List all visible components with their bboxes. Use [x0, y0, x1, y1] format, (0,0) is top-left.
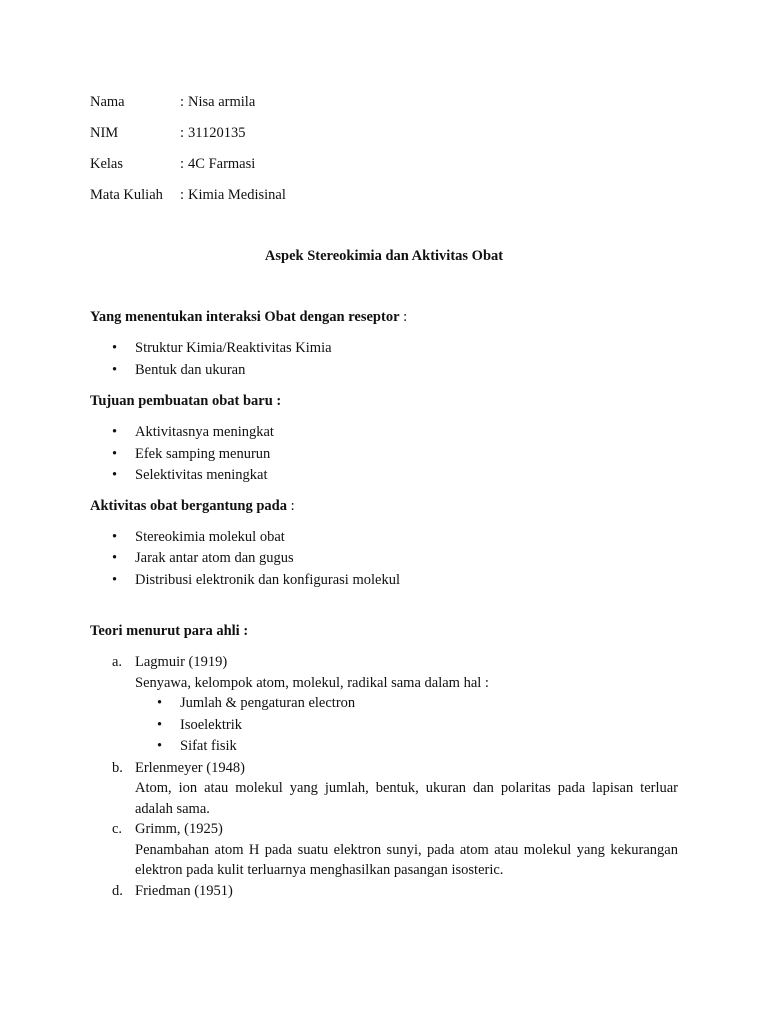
- list-item-text: Distribusi elektronik dan konfigurasi molekul: [135, 571, 400, 588]
- document-title: Aspek Stereokimia dan Aktivitas Obat: [264, 248, 504, 264]
- list-item: [90, 444, 678, 466]
- info-label: NIM: [90, 125, 119, 141]
- info-separator: :: [180, 94, 185, 110]
- expert-name: Grimm, (1925): [135, 821, 223, 837]
- info-value: 31120135: [188, 125, 246, 141]
- expert-item: [90, 819, 678, 881]
- list-item: [90, 548, 678, 570]
- list-item: [90, 465, 678, 487]
- list-item: [90, 422, 678, 444]
- section-heading-text: Aktivitas obat bergantung pada: [90, 497, 287, 514]
- bullet-icon: •: [157, 716, 163, 733]
- info-value: 4C Farmasi: [188, 156, 256, 172]
- section-heading-text: Yang menentukan interaksi Obat dengan reseptor: [90, 309, 400, 325]
- expert-item: [90, 758, 678, 820]
- bullet-list-tujuan: [90, 422, 678, 487]
- section-heading-teori: [90, 621, 678, 641]
- list-item-text: Aktivitasnya meningkat: [135, 424, 274, 440]
- expert-name: Friedman (1951): [135, 882, 233, 899]
- list-marker: d.: [112, 882, 123, 899]
- list-item: [135, 736, 678, 758]
- info-separator: :: [180, 125, 185, 141]
- expert-list: [90, 652, 678, 901]
- info-label: Nama: [90, 94, 125, 110]
- list-marker: a.: [112, 654, 123, 670]
- expert-name: Erlenmeyer (1948): [135, 759, 245, 776]
- document-page: [90, 92, 678, 901]
- list-item-text: Selektivitas meningkat: [135, 467, 268, 483]
- bullet-icon: •: [157, 738, 163, 754]
- expert-name: Lagmuir (1919): [135, 654, 228, 670]
- list-item-text: Efek samping menurun: [135, 445, 271, 462]
- info-row-mata-kuliah: [90, 185, 678, 216]
- section-heading-tujuan: [90, 391, 678, 411]
- info-value: Kimia Medisinal: [188, 187, 286, 203]
- list-item-text: Stereokimia molekul obat: [135, 528, 285, 545]
- section-heading-text: Teori menurut para ahli :: [90, 623, 249, 639]
- expert-description: Atom, ion atau molekul yang jumlah, bentuk, ukuran dan polaritas pada lapisan terluar adalah sama.: [135, 780, 678, 817]
- list-item: [135, 715, 678, 737]
- list-item-text: Sifat fisik: [180, 738, 237, 754]
- bullet-icon: •: [112, 467, 118, 483]
- bullet-icon: •: [112, 424, 118, 440]
- bullet-icon: •: [112, 445, 118, 462]
- expert-item: [90, 881, 678, 902]
- info-separator: :: [180, 187, 185, 203]
- info-label: Kelas: [90, 156, 124, 172]
- list-item: [90, 570, 678, 592]
- list-item: [90, 338, 678, 360]
- bullet-icon: •: [112, 340, 118, 356]
- list-item: [90, 527, 678, 549]
- bullet-icon: •: [112, 528, 118, 545]
- bullet-icon: •: [157, 695, 163, 711]
- section-heading-interaksi: [90, 307, 678, 327]
- list-item-text: Struktur Kimia/Reaktivitas Kimia: [135, 340, 332, 356]
- expert-description: Penambahan atom H pada suatu elektron sunyi, pada atom atau molekul yang kekurangan elektron pada kulit terluarnya menghasilkan pasangan isosteric.: [135, 841, 678, 878]
- list-marker: b.: [112, 759, 123, 776]
- info-row-nama: [90, 92, 678, 123]
- section-heading-text: Tujuan pembuatan obat baru :: [90, 393, 282, 409]
- info-row-kelas: [90, 154, 678, 185]
- list-item-text: Bentuk dan ukuran: [135, 361, 246, 378]
- section-heading-suffix: :: [399, 309, 408, 325]
- section-heading-aktivitas: [90, 496, 678, 516]
- list-item-text: Isoelektrik: [180, 716, 243, 733]
- bullet-icon: •: [112, 571, 118, 588]
- info-label: Mata Kuliah: [90, 187, 163, 203]
- expert-item: [90, 652, 678, 758]
- info-value: Nisa armila: [188, 94, 256, 110]
- info-row-nim: [90, 123, 678, 154]
- list-item-text: Jarak antar atom dan gugus: [135, 550, 294, 566]
- bullet-icon: •: [112, 550, 118, 566]
- bullet-icon: •: [112, 361, 118, 378]
- list-item: [135, 693, 678, 715]
- sub-bullet-list: [135, 693, 678, 758]
- bullet-list-interaksi: [90, 338, 678, 381]
- bullet-list-aktivitas: [90, 527, 678, 592]
- list-item-text: Jumlah & pengaturan electron: [180, 695, 356, 711]
- expert-description: Senyawa, kelompok atom, molekul, radikal sama dalam hal :: [135, 674, 489, 691]
- section-heading-suffix: :: [287, 497, 295, 514]
- list-item: [90, 360, 678, 382]
- list-marker: c.: [112, 821, 123, 837]
- info-separator: :: [180, 156, 185, 172]
- student-info: [90, 92, 678, 216]
